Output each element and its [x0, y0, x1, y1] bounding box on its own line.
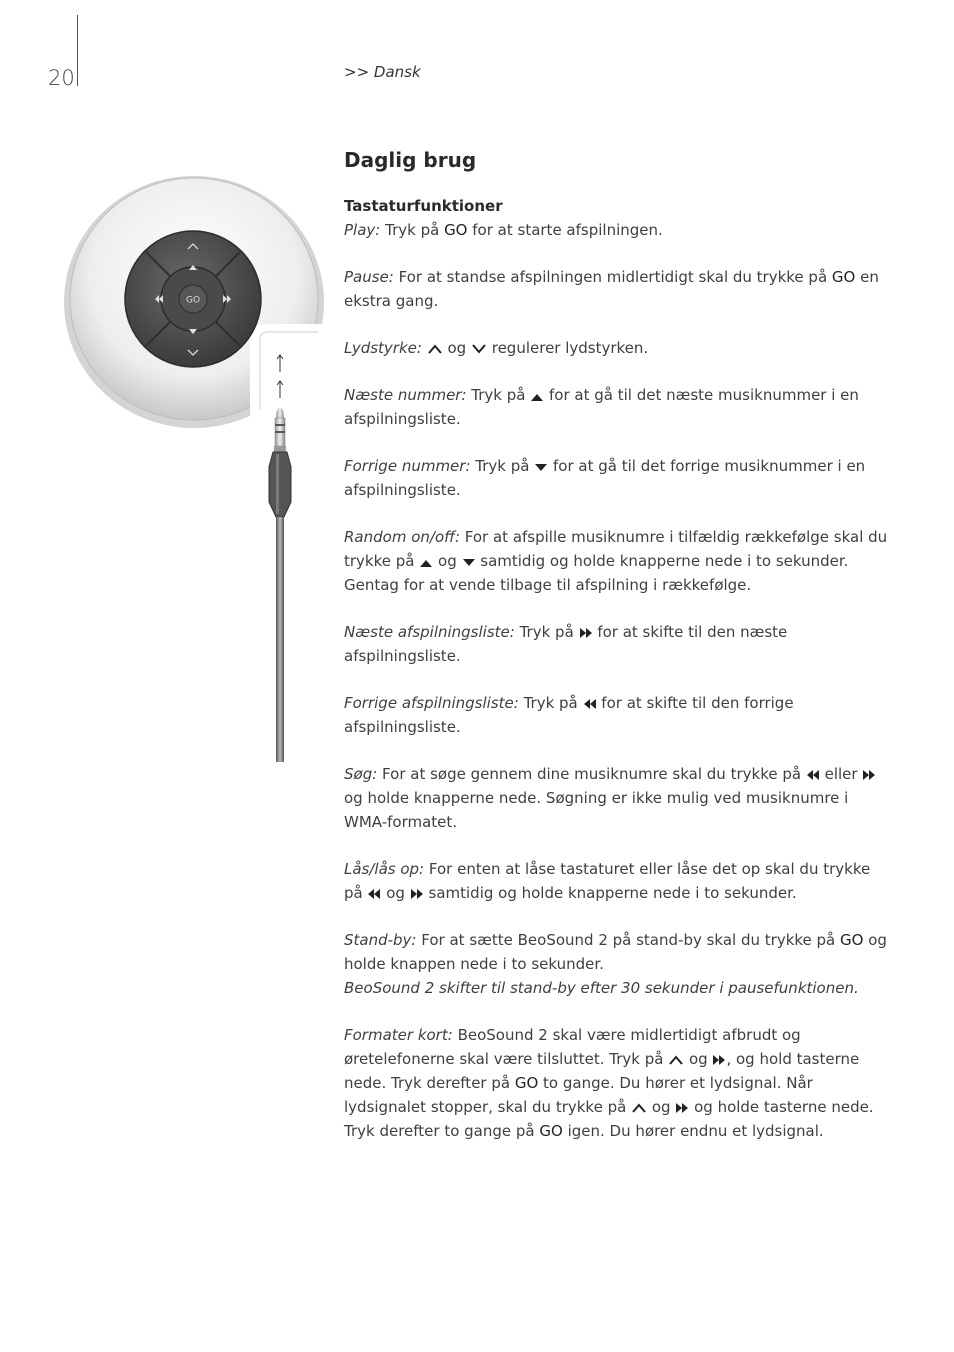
- standby-note: BeoSound 2 skifter til stand-by efter 30 sekunder i pausefunktionen.: [344, 979, 859, 997]
- chevron-up-icon: [631, 1102, 647, 1114]
- fast-forward-icon: [862, 769, 876, 781]
- item-next-list: Næste afspilningsliste: Tryk på for at skifte til den næste afspilningsliste.: [344, 623, 788, 665]
- item-random: Random on/off: For at afspille musiknumre i tilfældig rækkefølge skal du trykke på og samtidig og holde knapperne nede i to sekunder. Gentag for at vende tilbage til afspilning i rækkefølge.: [344, 528, 888, 594]
- triangle-up-icon: [530, 392, 544, 402]
- go-key-ref: GO: [514, 1074, 539, 1092]
- triangle-up-icon: [419, 558, 433, 568]
- item-lock: Lås/lås op: For enten at låse tastaturet eller låse det op skal du trykke på og samtidig og holde knapperne nede i to sekunder.: [344, 860, 871, 902]
- triangle-down-icon: [462, 558, 476, 568]
- item-play: Play: Tryk på GO for at starte afspilningen.: [344, 221, 663, 239]
- fast-forward-icon: [410, 888, 424, 900]
- triangle-down-icon: [534, 463, 548, 473]
- margin-rule: [77, 15, 78, 86]
- main-content: [344, 148, 892, 1166]
- item-lead: Søg:: [344, 765, 378, 783]
- fast-forward-icon: [675, 1102, 689, 1114]
- item-lead: Formater kort:: [344, 1026, 453, 1044]
- section-subtitle: Tastaturfunktioner: [344, 197, 503, 215]
- item-prev-track: Forrige nummer: Tryk på for at gå til det forrige musiknummer i en afspilningsliste.: [344, 457, 866, 499]
- item-prev-list: Forrige afspilningsliste: Tryk på for at skifte til den forrige afspilningsliste.: [344, 694, 794, 736]
- chevron-up-icon: [668, 1054, 684, 1066]
- chevron-down-icon: [471, 343, 487, 355]
- page-title: Daglig brug: [344, 148, 477, 172]
- go-key-ref: GO: [840, 931, 864, 949]
- rewind-icon: [367, 888, 381, 900]
- item-lead: Lås/lås op:: [344, 860, 425, 878]
- item-format: Formater kort: BeoSound 2 skal være midlertidigt afbrudt og øretelefonerne skal være tilsluttet. Tryk på og , og hold tasterne nede. Tryk derefter på GO to gange. Du hører et lydsignal. Når lydsignalet stopper, skal du trykke på og og holde tasterne nede. Tryk derefter to gange på GO igen. Du hører endnu et lydsignal.: [344, 1026, 874, 1140]
- go-key-ref: GO: [539, 1122, 563, 1140]
- item-lead: Lydstyrke:: [344, 339, 422, 357]
- page-number: 20: [48, 66, 75, 90]
- go-key-label: GO: [185, 295, 201, 306]
- beosound-device-illustration: [64, 172, 334, 772]
- fast-forward-icon: [579, 627, 593, 639]
- item-lead: Stand-by:: [344, 931, 417, 949]
- item-lead: Forrige nummer:: [344, 457, 471, 475]
- item-next-track: Næste nummer: Tryk på for at gå til det næste musiknummer i en afspilningsliste.: [344, 386, 859, 428]
- rewind-icon: [583, 698, 597, 710]
- item-standby: Stand-by: For at sætte BeoSound 2 på stand-by skal du trykke på GO og holde knappen nede i to sekunder. BeoSound 2 skifter til stand-by efter 30 sekunder i pausefunktionen.: [344, 928, 892, 1000]
- item-search: Søg: For at søge gennem dine musiknumre skal du trykke på eller og holde knapperne nede. Søgning er ikke mulig ved musiknumre i WMA-formatet.: [344, 762, 892, 834]
- item-lead: Næste afspilningsliste:: [344, 623, 515, 641]
- chevron-up-icon: [427, 343, 443, 355]
- fast-forward-icon: [712, 1054, 726, 1066]
- item-lead: Forrige afspilningsliste:: [344, 694, 519, 712]
- language-label: >> Dansk: [344, 63, 421, 81]
- item-lead: Pause:: [344, 268, 394, 286]
- go-key-ref: GO: [831, 268, 856, 286]
- item-lead: Næste nummer:: [344, 386, 467, 404]
- item-lead: Play:: [344, 221, 381, 239]
- item-lead: Random on/off:: [344, 528, 460, 546]
- item-volume: Lydstyrke: og regulerer lydstyrken.: [344, 339, 649, 357]
- item-pause: Pause: For at standse afspilningen midlertidigt skal du trykke på GO en ekstra gang.: [344, 268, 879, 310]
- rewind-icon: [806, 769, 820, 781]
- go-key-ref: GO: [444, 221, 468, 239]
